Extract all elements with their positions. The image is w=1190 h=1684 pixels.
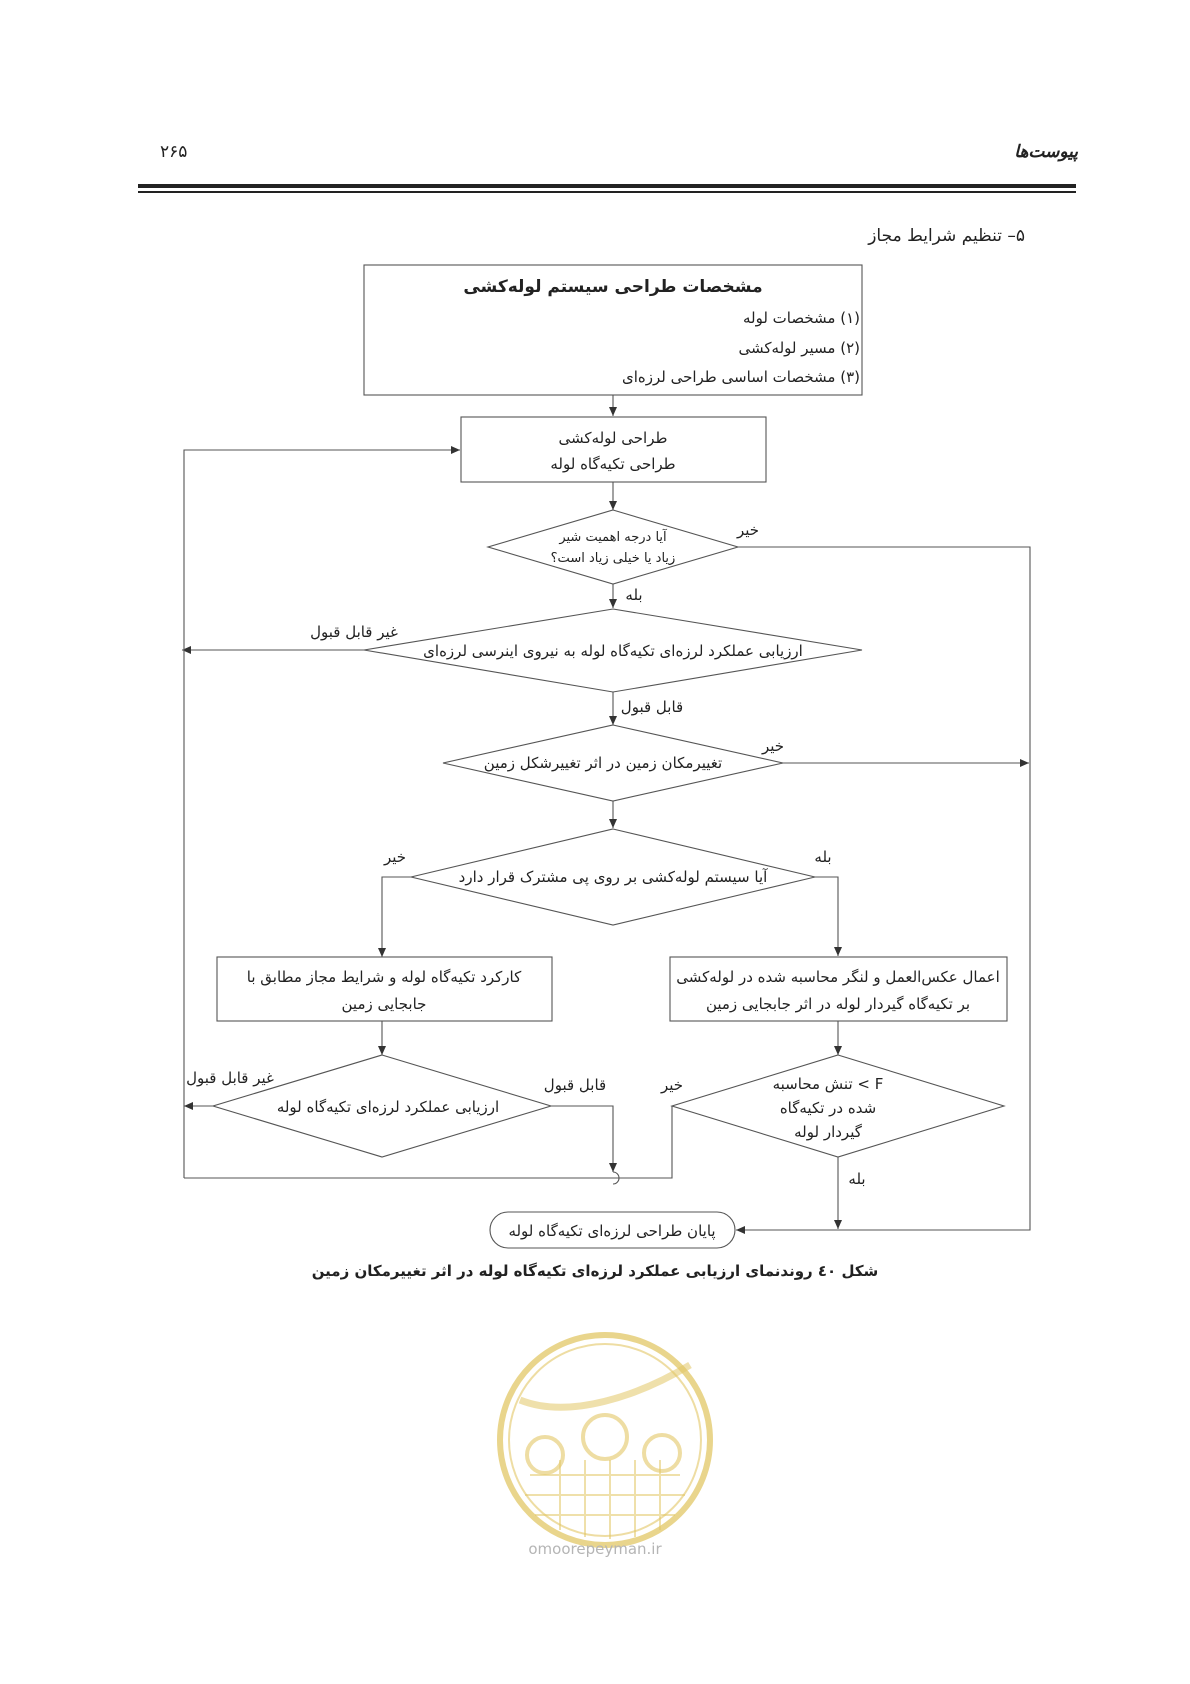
end-terminal-text: پایان طراحی لرزه‌ای تکیه‌گاه لوله: [508, 1222, 716, 1240]
arrow-foundation-yes: [815, 877, 838, 956]
decision-valve: [488, 510, 738, 584]
design-box-line1: طراحی لوله‌کشی: [558, 429, 668, 447]
box-left-line1: کارکرد تکیه‌گاه لوله و شرایط مجاز مطابق با: [246, 968, 522, 986]
label-foundation-yes: بله: [814, 848, 832, 866]
watermark-logo: [490, 1325, 720, 1555]
label-eval-left-unacceptable: غیر قابل قبول: [186, 1069, 274, 1087]
decision-stress-line3: گیردار لوله: [794, 1123, 862, 1141]
decision-valve-line2: زیاد یا خیلی زیاد است؟: [550, 551, 676, 566]
label-inertia-unacceptable: غیر قابل قبول: [310, 623, 398, 641]
decision-valve-line1: آیا درجه اهمیت شیر: [559, 530, 667, 545]
box-right-line2: بر تکیه‌گاه گیردار لوله در اثر جابجایی زمین: [705, 995, 971, 1013]
label-ground-no: خیر: [761, 737, 785, 755]
decision-stress-line2: شده در تکیه‌گاه: [779, 1099, 877, 1117]
arrow-foundation-no: [382, 877, 411, 957]
watermark-url: omoorepeyman.ir: [528, 1540, 662, 1558]
page-number: ۲۶۵: [160, 142, 188, 162]
spec-item-1: (۱) مشخصات لوله: [742, 309, 860, 327]
label-eval-left-acceptable: قابل قبول: [543, 1076, 607, 1094]
label-valve-no: خیر: [736, 521, 760, 539]
section-heading: ۵– تنظیم شرایط مجاز: [868, 226, 1025, 246]
figure-caption: شکل ٤٠ روندنمای ارزیابی عملکرد لرزه‌ای تکیه‌گاه لوله در اثر تغییرمکان زمین: [311, 1262, 879, 1280]
box-right-line1: اعمال عکس‌العمل و لنگر محاسبه شده در لوله‌کشی: [676, 968, 1000, 986]
spec-item-3: (۳) مشخصات اساسی طراحی لرزه‌ای: [621, 368, 860, 386]
decision-inertia-text: ارزیابی عملکرد لرزه‌ای تکیه‌گاه لوله به نیروی اینرسی لرزه‌ای: [423, 642, 803, 660]
decision-stress-line1: F > تنش محاسبه: [772, 1075, 884, 1093]
design-box-line2: طراحی تکیه‌گاه لوله: [550, 455, 676, 473]
label-stress-no: خیر: [660, 1076, 684, 1094]
arrow-eval-left-acceptable: [551, 1106, 613, 1172]
spec-item-2: (۲) مسیر لوله‌کشی: [738, 339, 860, 357]
decision-eval-left-text: ارزیابی عملکرد لرزه‌ای تکیه‌گاه لوله: [276, 1098, 500, 1116]
label-stress-yes: بله: [848, 1170, 866, 1188]
decision-ground-text: تغییرمکان زمین در اثر تغییرشکل زمین: [483, 754, 723, 772]
label-foundation-no: خیر: [383, 848, 407, 866]
spec-box-title: مشخصات طراحی سیستم لوله‌کشی: [463, 277, 763, 297]
label-inertia-acceptable: قابل قبول: [620, 698, 684, 716]
box-left-line2: جابجایی زمین: [341, 995, 427, 1013]
decision-foundation-text: آیا سیستم لوله‌کشی بر روی پی مشترک قرار دارد: [458, 868, 768, 886]
page-title: پیوست‌ها: [1014, 142, 1078, 162]
label-valve-yes: بله: [625, 586, 643, 604]
